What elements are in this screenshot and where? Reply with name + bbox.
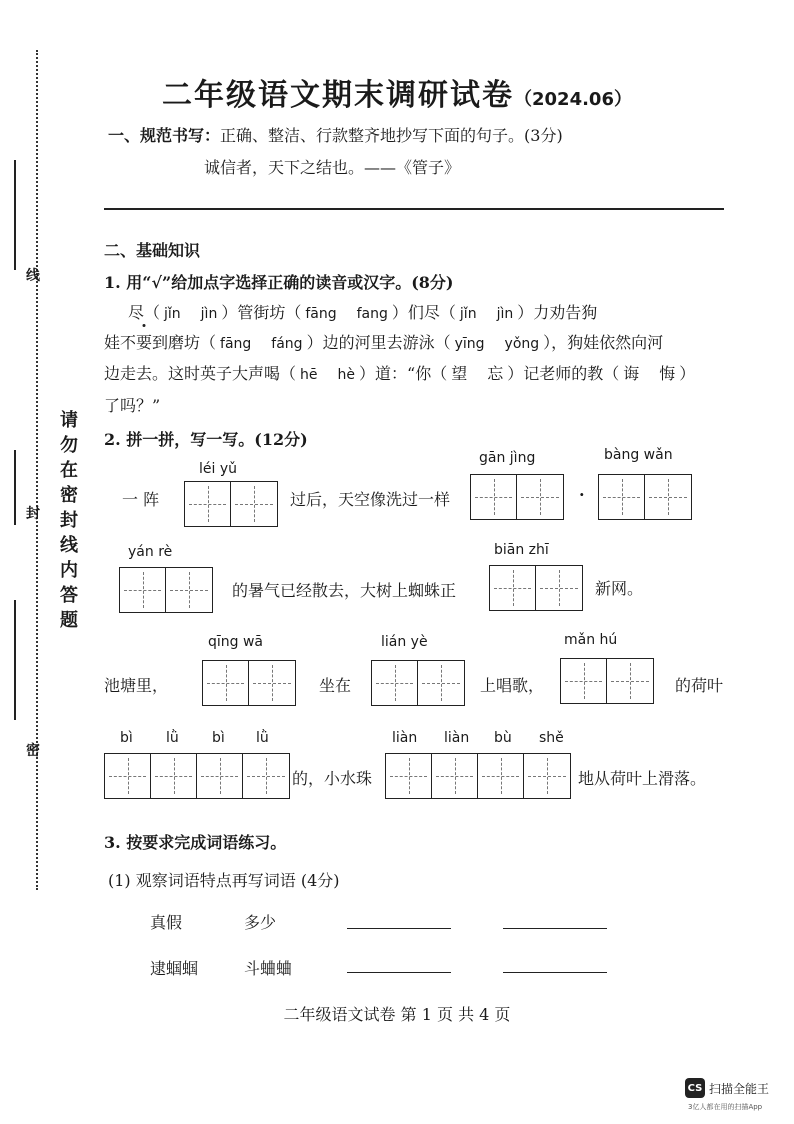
q3-sub1: (1) 观察词语特点再写词语 (4分)	[108, 871, 340, 890]
side-mark-line: 线	[26, 268, 40, 284]
row3-pinyin-1: qīng wā	[208, 634, 264, 650]
row3-text-1: 池塘里，	[104, 676, 169, 695]
row4-pinyin-2b: liàn	[444, 730, 470, 746]
q1-title: 1. 用“√”给加点字选择正确的读音或汉字。(8分)	[104, 273, 454, 292]
side-mark-seal: 封	[26, 506, 40, 522]
row4-pinyin-2d: shě	[539, 730, 564, 746]
title-date: （2024.06）	[514, 89, 632, 110]
q1-paragraph-1: 尽（ jǐn jìn ）管街坊（ fāng fang ）们尽（ jǐn jìn ）力劝告狗	[128, 303, 598, 322]
row4-pinyin-1d: lǜ	[256, 730, 269, 746]
writing-grid[interactable]	[385, 753, 571, 799]
option[interactable]: hē	[300, 367, 318, 383]
option[interactable]: yǒng	[504, 336, 540, 352]
option[interactable]: jìn	[200, 306, 218, 322]
answer-blank[interactable]	[347, 972, 451, 973]
row2-pinyin-2: biān zhī	[494, 542, 549, 558]
row4-text-1: 的，小水珠	[292, 769, 373, 788]
row1-dot: ·	[579, 485, 585, 504]
answer-blank[interactable]	[503, 972, 607, 973]
binding-segment	[14, 160, 16, 270]
row3-pinyin-3: mǎn hú	[564, 632, 618, 648]
row4-pinyin-2a: liàn	[392, 730, 418, 746]
title-text: 二年级语文期末调研试卷	[162, 78, 514, 113]
scanner-watermark	[685, 1078, 769, 1098]
q3-title: 3. 按要求完成词语练习。	[104, 833, 287, 852]
binding-segment	[14, 600, 16, 720]
binding-segment	[14, 450, 16, 525]
writing-grid[interactable]	[104, 753, 290, 799]
camscanner-icon: CS	[685, 1078, 705, 1098]
writing-grid[interactable]	[371, 660, 465, 706]
writing-grid[interactable]	[560, 658, 654, 704]
writing-grid[interactable]	[598, 474, 692, 520]
option[interactable]: fáng	[271, 336, 303, 352]
option[interactable]: fāng	[305, 306, 337, 322]
row3-text-4: 的荷叶	[675, 676, 724, 695]
writing-line[interactable]	[104, 208, 724, 210]
option[interactable]: 望	[451, 364, 468, 383]
section1-line	[108, 123, 563, 146]
watermark-name: 扫描全能王	[709, 1081, 770, 1096]
row4-pinyin-1b: lǜ	[166, 730, 179, 746]
watermark-sub: 3亿人都在用的扫描App	[688, 1103, 763, 1111]
word-example: 真假	[150, 913, 183, 932]
q1-paragraph-3: 边走去。这时英子大声喝（ hē hè ）道：“你（ 望 忘 ）记老师的教（ 诲 悔 ）	[104, 364, 696, 383]
writing-grid[interactable]	[184, 481, 278, 527]
row3-pinyin-2: lián yè	[381, 634, 428, 650]
section1-heading: 一、规范书写：	[108, 126, 221, 145]
section2-heading: 二、基础知识	[104, 241, 201, 260]
q1-paragraph-2: 娃不要到磨坊（ fāng fáng ）边的河里去游泳（ yīng yǒng ），狗娃依然向河	[104, 333, 664, 352]
binding-line	[36, 50, 38, 890]
option[interactable]: 忘	[487, 364, 504, 383]
option[interactable]: fāng	[220, 336, 252, 352]
page-footer: 二年级语文试卷 第 1 页 共 4 页	[283, 1005, 511, 1024]
seal-warning: 请勿在密封线内答题	[57, 410, 78, 635]
option[interactable]: hè	[337, 367, 356, 383]
option[interactable]: 悔	[659, 364, 676, 383]
answer-blank[interactable]	[347, 928, 451, 929]
row1-text-1: 一 阵	[122, 490, 160, 509]
row4-pinyin-2c: bù	[494, 730, 512, 746]
word-example: 斗蛐蛐	[244, 959, 293, 978]
option[interactable]: jǐn	[459, 306, 477, 322]
option[interactable]: yīng	[454, 336, 485, 352]
row4-pinyin-1c: bì	[212, 730, 225, 746]
writing-grid[interactable]	[470, 474, 564, 520]
writing-grid[interactable]	[489, 565, 583, 611]
section1-instruction: 正确、整洁、行款整齐地抄写下面的句子。(3分)	[220, 126, 563, 145]
option[interactable]: fang	[356, 306, 388, 322]
section1-sentence: 诚信者，天下之结也。——《管子》	[204, 158, 461, 177]
option[interactable]: jǐn	[164, 306, 181, 322]
writing-grid[interactable]	[119, 567, 213, 613]
writing-grid[interactable]	[202, 660, 296, 706]
row2-text-1: 的暑气已经散去，大树上蜘蛛正	[232, 581, 457, 600]
row1-pinyin-1: léi yǔ	[199, 461, 238, 477]
option[interactable]: jìn	[496, 306, 514, 322]
word-example: 逮蝈蝈	[150, 959, 199, 978]
row1-pinyin-2: gān jìng	[479, 450, 536, 466]
q1-paragraph-4: 了吗？”	[104, 396, 161, 415]
word-example: 多少	[244, 913, 277, 932]
row3-text-3: 上唱歌，	[480, 676, 545, 695]
row4-text-2: 地从荷叶上滑落。	[578, 769, 707, 788]
side-mark-secret: 密	[26, 743, 40, 759]
exam-title	[0, 70, 794, 114]
row2-text-2: 新网。	[595, 579, 644, 598]
row2-pinyin-1: yán rè	[128, 544, 173, 560]
answer-blank[interactable]	[503, 928, 607, 929]
q2-title: 2. 拼一拼，写一写。(12分)	[104, 430, 308, 449]
row3-text-2: 坐在	[319, 676, 352, 695]
option[interactable]: 诲	[623, 364, 640, 383]
row4-pinyin-1a: bì	[120, 730, 133, 746]
row1-pinyin-3: bàng wǎn	[604, 447, 673, 463]
row1-text-2: 过后，天空像洗过一样	[290, 490, 451, 509]
